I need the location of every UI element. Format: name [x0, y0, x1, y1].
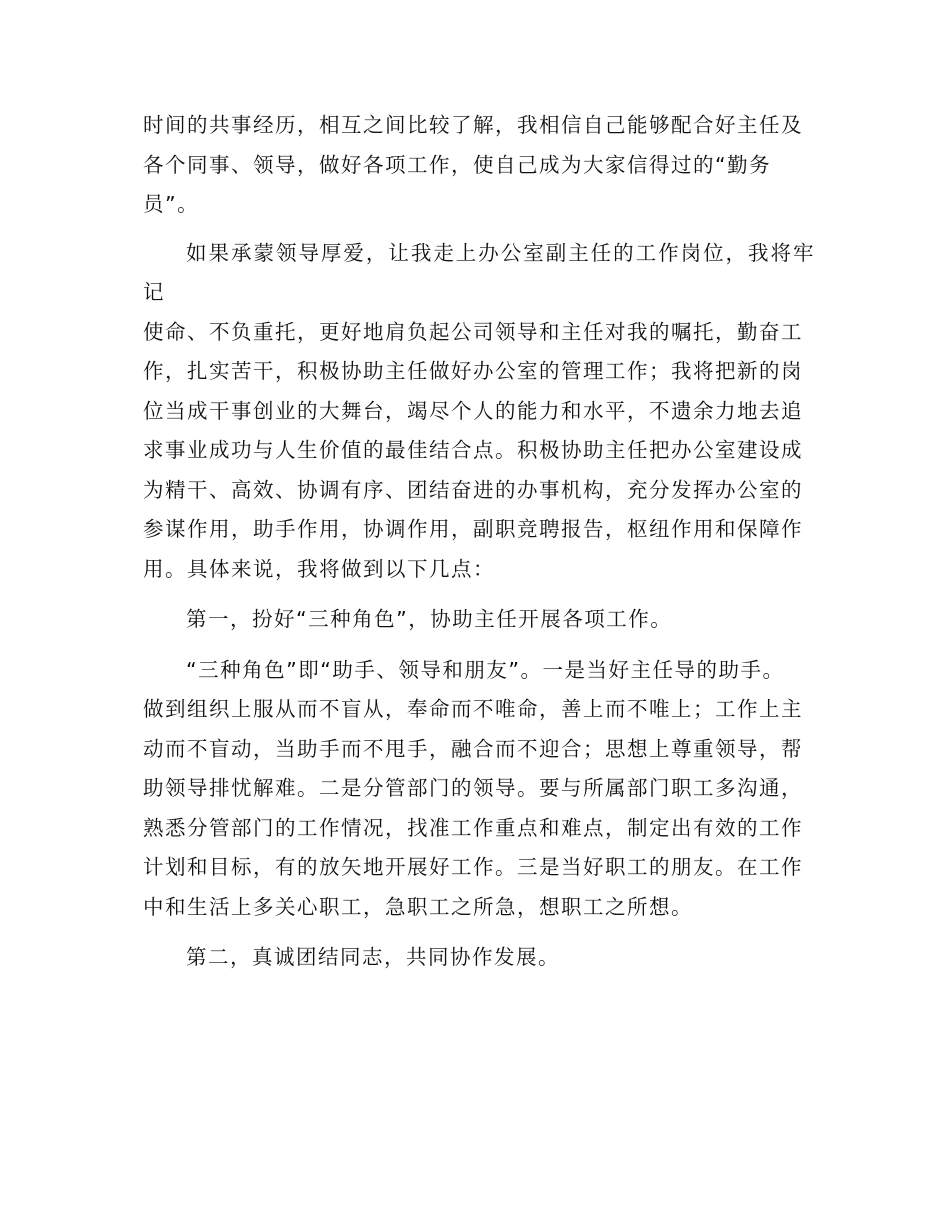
text-line: 位当成干事创业的大舞台，竭尽个人的能力和水平，不遗余力地去追	[143, 398, 803, 423]
text-line: 第二，真诚团结同志，共同协作发展。	[186, 945, 561, 969]
section-heading-first	[143, 600, 815, 640]
text-line: 时间的共事经历，相互之间比较了解，我相信自己能够配合好主任及	[143, 113, 803, 137]
text-line: 作，扎实苦干，积极协助主任做好办公室的管理工作；我将把新的岗	[143, 359, 803, 383]
paragraph-continuation	[143, 106, 815, 225]
document-body	[143, 106, 815, 978]
paragraph-commitment	[143, 234, 815, 590]
text-line: 第一，扮好“三种角色”，协助主任开展各项工作。	[186, 607, 673, 631]
text-line: 求事业成功与人生价值的最佳结合点。积极协助主任把办公室建设成	[143, 438, 803, 462]
text-line: 计划和目标，有的放矢地开展好工作。三是当好职工的朋友。在工作	[143, 855, 803, 879]
section-heading-second	[143, 938, 815, 978]
paragraph-three-roles	[143, 651, 815, 928]
text-line: 做到组织上服从而不盲从，奉命而不唯命，善上而不唯上；工作上主	[143, 697, 803, 721]
text-line: “三种角色”即“助手、领导和朋友”。一是当好主任导的助手。	[186, 657, 785, 682]
text-line: 熟悉分管部门的工作情况，找准工作重点和难点，制定出有效的工作	[143, 815, 803, 840]
text-line: 为精干、高效、协调有序、团结奋进的办事机构，充分发挥办公室的	[143, 477, 803, 502]
text-line: 使命、不负重托，更好地肩负起公司领导和主任对我的嘱托，勤奋工	[143, 319, 803, 344]
text-line: 参谋作用，助手作用，协调作用，副职竞聘报告，枢纽作用和保障作	[143, 517, 803, 541]
text-line: 员”。	[143, 192, 200, 216]
text-line: 中和生活上多关心职工，急职工之所急，想职工之所想。	[143, 894, 693, 919]
text-line: 动而不盲动，当助手而不甩手，融合而不迎合；思想上尊重领导，帮	[143, 736, 803, 761]
text-line: 用。具体来说，我将做到以下几点：	[143, 556, 495, 581]
text-line: 如果承蒙领导厚爱，让我走上办公室副主任的工作岗位，我将牢记	[143, 240, 815, 304]
text-line: 各个同事、领导，做好各项工作，使自己成为大家信得过的“勤务	[143, 152, 772, 177]
text-line: 助领导排忧解难。二是分管部门的领导。要与所属部门职工多沟通，	[143, 776, 803, 800]
